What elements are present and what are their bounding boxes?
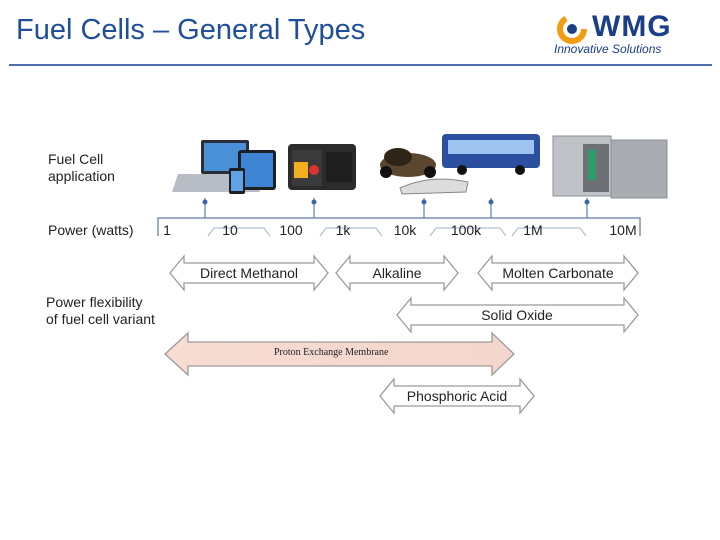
phosphoric-acid-label: Phosphoric Acid [406,388,508,404]
power-tick: 1M [523,222,543,238]
solid-oxide-label: Solid Oxide [481,307,553,323]
flexibility-row-label: Power flexibility of fuel cell variant [46,294,155,327]
power-tick: 100k [450,222,482,238]
power-tick: 1k [335,222,351,238]
logo-text: WMG [592,10,672,43]
power-tick: 10k [393,222,417,238]
page-title: Fuel Cells – General Types [16,14,366,46]
direct-methanol-label: Direct Methanol [199,265,299,281]
power-tick: 1 [163,222,171,238]
power-row-label: Power (watts) [48,222,134,238]
molten-carbonate-label: Molten Carbonate [502,265,614,281]
logo-subtitle: Innovative Solutions [554,42,662,56]
proton-exchange-membrane-label: Proton Exchange Membrane [274,347,389,358]
power-tick: 10M [609,222,637,238]
power-tick: 100 [279,222,303,238]
alkaline-label: Alkaline [372,265,422,281]
application-row-label: Fuel Cell application [48,151,115,184]
power-tick: 10 [222,222,238,238]
